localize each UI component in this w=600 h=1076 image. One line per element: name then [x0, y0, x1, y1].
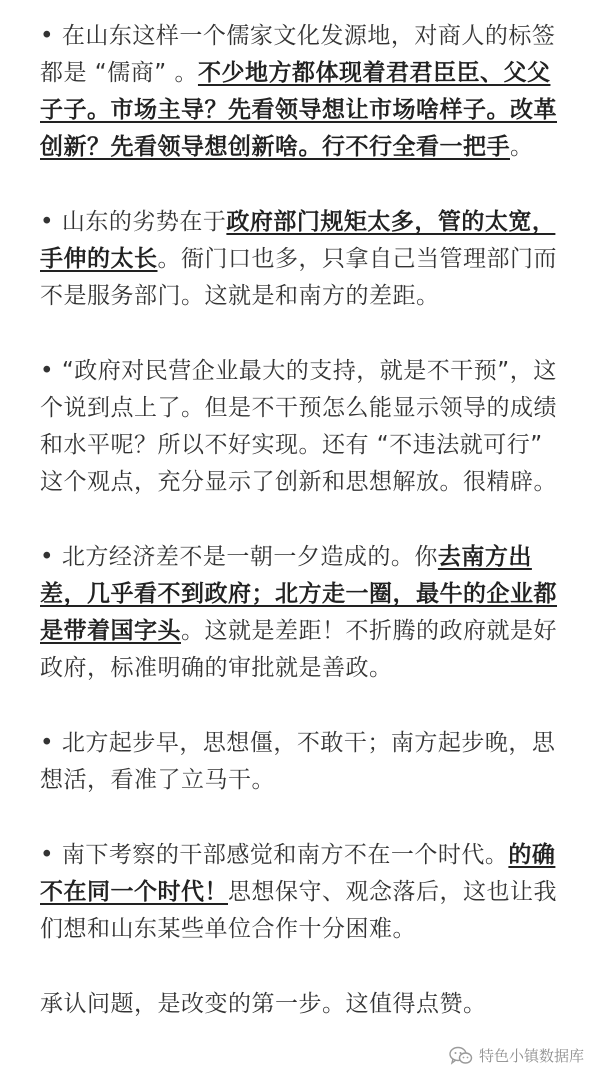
watermark [449, 1045, 584, 1066]
paragraph-1-text: • 在山东这样一个儒家文化发源地，对商人的标签都是 “儒商” 。 [40, 23, 556, 86]
paragraph-4-text: • 北方经济差不是一朝一夕造成的。你 [40, 544, 438, 570]
paragraph-3 [40, 353, 570, 501]
paragraph-6 [40, 837, 570, 948]
paragraph-6-emphasis: 的确不在同一个时代！ [40, 842, 556, 905]
paragraph-4-end: 。这就是差距！不折腾的政府就是好政府，标准明确的审批就是善政。 [40, 618, 557, 681]
paragraph-2-emphasis: 政府部门规矩太多，管的太宽，手伸的太长 [40, 209, 556, 272]
paragraph-2 [40, 204, 570, 315]
watermark-text: 特色小镇数据库 [478, 1047, 584, 1065]
article-body [40, 18, 570, 1023]
paragraph-2-text: • 山东的劣势在于 [40, 209, 227, 235]
paragraph-5 [40, 725, 570, 799]
paragraph-2-end: 。衙门口也多，只拿自己当管理部门而不是服务部门。这就是和南方的差距。 [40, 246, 557, 309]
paragraph-1 [40, 18, 570, 166]
paragraph-6-end: 思想保守、观念落后，这也让我们想和山东某些单位合作十分困难。 [40, 879, 557, 942]
paragraph-1-emphasis: 不少地方都体现着君君臣臣、父父子子。市场主导？先看领导想让市场啥样子。改革创新？先看领导想创新啥。行不行全看一把手 [40, 60, 557, 160]
paragraph-7-text: 承认问题，是改变的第一步。这值得点赞。 [40, 991, 487, 1017]
paragraph-4 [40, 539, 570, 687]
paragraph-7 [40, 986, 570, 1023]
wechat-icon [449, 1046, 473, 1066]
paragraph-4-emphasis: 去南方出差，几乎看不到政府；北方走一圈，最牛的企业都是带着国字头 [40, 544, 557, 644]
paragraph-1-end: 。 [510, 134, 534, 160]
paragraph-3-text: • “政府对民营企业最大的支持，就是不干预”，这个说到点上了。但是不干预怎么能显示领导的成绩和水平呢？所以不好实现。还有 “不违法就可行” 这个观点，充分显示了创新和思想解放。很精辟。 [40, 358, 557, 495]
paragraph-6-text: • 南下考察的干部感觉和南方不在一个时代。 [40, 842, 509, 868]
paragraph-5-text: • 北方起步早，思想僵，不敢干；南方起步晚，思想活，看准了立马干。 [40, 730, 556, 793]
